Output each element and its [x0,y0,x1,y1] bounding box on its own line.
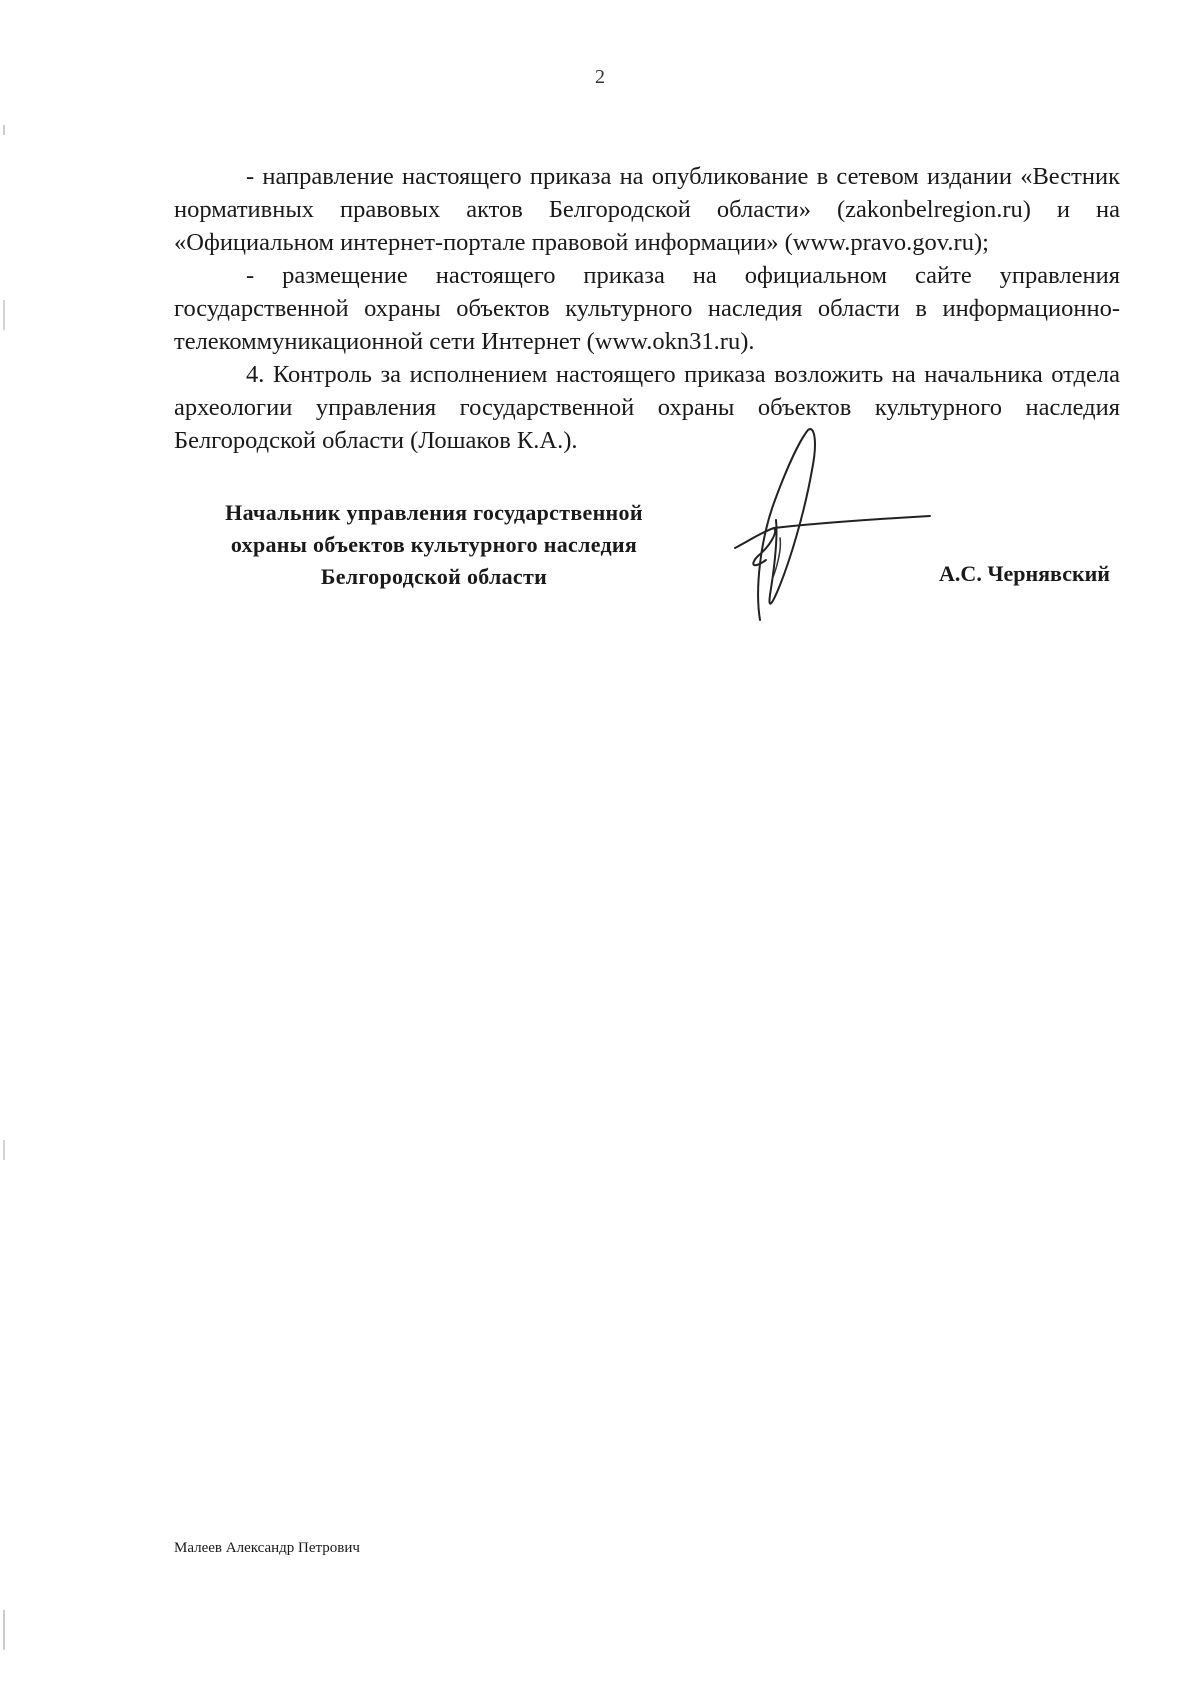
paragraph-publication: - направление настоящего приказа на опубликование в сетевом издании «Вестник нормативных правовых актов Белгородской области» (zakonbelregion.ru) и на «Официальном интернет-портале правовой информации» (www.pravo.gov.ru); [174,163,1120,256]
signature-block [174,497,1120,617]
paragraph-website: - размещение настоящего приказа на официальном сайте управления государственной охраны объектов культурного наследия области в информационно-телекоммуникационной сети Интернет (www.okn31.ru). [174,262,1120,355]
executor-name: Малеев Александр Петрович [174,1540,360,1556]
scan-margin-marks [0,0,12,1696]
signer-name: А.С. Чернявский [939,561,1110,586]
signer-title-line: Белгородской области [320,564,548,589]
page-number: 2 [595,66,605,88]
handwritten-signature [700,420,940,640]
body-text [174,160,1120,457]
paragraph-control: 4. Контроль за исполнением настоящего приказа возложить на начальника отдела археологии управления государственной охраны объектов культурного наследия Белгородской области (Лошаков К.А.). [174,361,1120,454]
signer-title [174,497,694,593]
signer-title-line: Начальник управления государственной [225,500,643,525]
signer-title-line: охраны объектов культурного наследия [230,532,638,557]
